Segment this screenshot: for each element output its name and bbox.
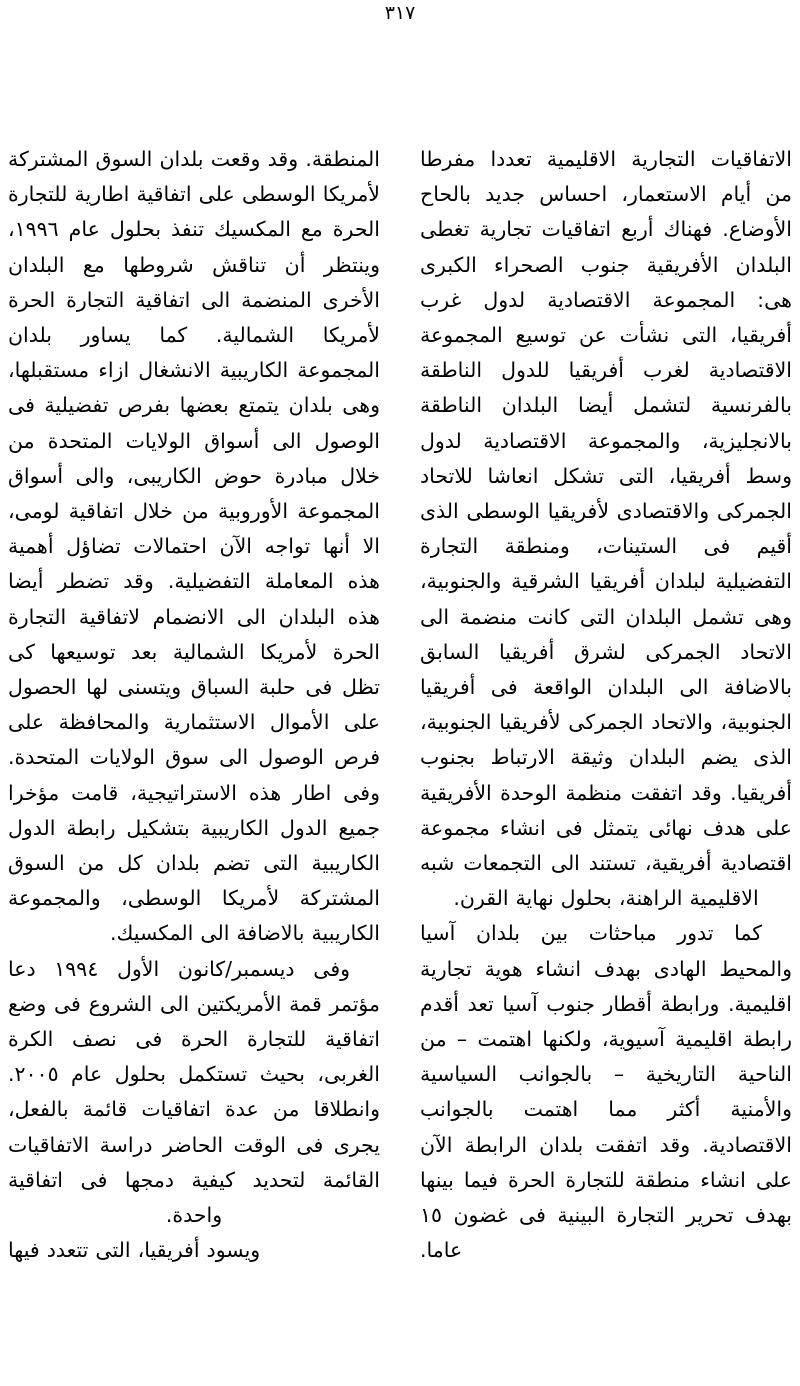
paragraph-right-3: ويسود أفريقيا، التى تتعدد فيها (8, 1238, 261, 1263)
column-right (8, 142, 380, 1382)
two-column-body (8, 142, 792, 1382)
paragraph-left-2: كما تدور مباحثات بين بلدان آسيا والمحيط الهادى بهدف انشاء هوية تجارية اقليمية. ورابطة أقطار جنوب آسيا تعد أقدم رابطة اقليمية آسيوية، ولكنها اهتمت – من الناحية التاريخية – بالجوانب السياسية والأمنية أكثر مما اهتمت بالجوانب الاقتصادية. وقد اتفقت بلدان الرابطة الآن على انشاء منطقة للتجارة الحرة فيما بينها بهدف تحرير التجارة البينية فى غضون ١٥ عاما. (420, 921, 792, 1263)
page-number: ٣١٧ (384, 2, 416, 24)
paragraph-left-1: الاتفاقيات التجارية الاقليمية تعددا مفرطا من أيام الاستعمار، احساس جديد بالحاح الأوضاع. فهناك أربع اتفاقيات تجارية تغطى البلدان الأفريقية جنوب الصحراء الكبرى هى: المجموعة الاقتصادية لدول غرب أفريقيا، التى نشأت عن توسيع المجموعة الاقتصادية لغرب أفريقيا للدول الناطقة بالفرنسية لتشمل أيضا البلدان الناطقة بالانجليزية، والمجموعة الاقتصادية لدول وسط أفريقيا، التى تشكل انعاشا للاتحاد الجمركى والاقتصادى لأفريقيا الوسطى الذى أقيم فى الستينات، ومنطقة التجارة التفضيلية لبلدان أفريقيا الشرقية والجنوبية، وهى تشمل البلدان التى كانت منضمة الى الاتحاد الجمركى لشرق أفريقيا السابق بالاضافة الى البلدان الواقعة فى أفريقيا الجنوبية، والاتحاد الجمركى لأفريقيا الجنوبية، الذى يضم البلدان وثيقة الارتباط بجنوب أفريقيا. وقد اتفقت منظمة الوحدة الأفريقية على هدف نهائى يتمثل فى انشاء مجموعة اقتصادية أفريقية، تستند الى التجمعات شبه الاقليمية الراهنة، بحلول نهاية القرن. (420, 147, 792, 911)
paragraph-right-1: المنطقة. وقد وقعت بلدان السوق المشتركة لأمريكا الوسطى على اتفاقية اطارية للتجارة الحرة مع المكسيك تنفذ بحلول عام ١٩٩٦، وينتظر أن تناقش شروطها مع البلدان الأخرى المنضمة الى اتفاقية التجارة الحرة لأمريكا الشمالية. كما يساور بلدان المجموعة الكاريبية الانشغال ازاء مستقبلها، وهى بلدان يتمتع بعضها بفرص تفضيلية فى الوصول الى أسواق الولايات المتحدة من خلال مبادرة حوض الكاريبى، والى أسواق المجموعة الأوروبية من خلال اتفاقية لومى، الا أنها تواجه الآن احتمالات تضاؤل أهمية هذه المعاملة التفضيلية. وقد تضطر أيضا هذه البلدان الى الانضمام لاتفاقية التجارة الحرة لأمريكا الشمالية بعد توسيعها كى تظل فى حلبة السباق ويتسنى لها الحصول على الأموال الاستثمارية والمحافظة على فرص الوصول الى سوق الولايات المتحدة. وفى اطار هذه الاستراتيجية، قامت مؤخرا جميع الدول الكاريبية بتشكيل رابطة الدول الكاريبية التى تضم بلدان كل من السوق المشتركة لأمريكا الوسطى، والمجموعة الكاريبية بالاضافة الى المكسيك. (8, 147, 380, 946)
paragraph-right-2: وفى ديسمبر/كانون الأول ١٩٩٤ دعا مؤتمر قمة الأمريكتين الى الشروع فى وضع اتفاقية للتجارة الحرة فى نصف الكرة الغربى، بحيث تستكمل بحلول عام ٢٠٠٥. وانطلاقا من عدة اتفاقيات قائمة بالفعل، يجرى فى الوقت الحاضر دراسة الاتفاقيات القائمة لتحديد كيفية دمجها فى اتفاقية واحدة. (8, 956, 380, 1228)
column-left (420, 142, 792, 1382)
